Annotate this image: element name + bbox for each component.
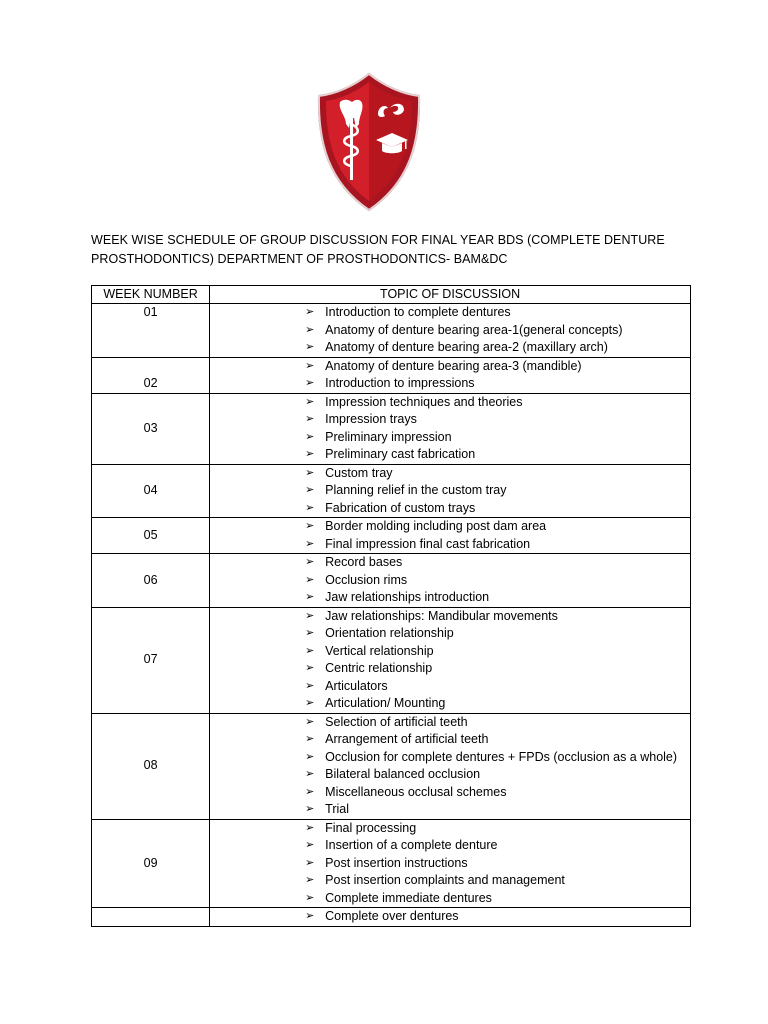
topics-cell bbox=[210, 393, 691, 464]
schedule-table bbox=[91, 285, 691, 927]
list-item bbox=[305, 375, 690, 393]
week-number-cell bbox=[92, 554, 210, 608]
arrow-bullet-icon: ➢ bbox=[305, 609, 315, 622]
arrow-bullet-icon: ➢ bbox=[305, 644, 315, 657]
list-item bbox=[305, 820, 690, 838]
week-number: 03 bbox=[143, 420, 158, 435]
topic-text: Jaw relationships: Mandibular movements bbox=[325, 608, 558, 623]
topics-cell bbox=[210, 819, 691, 908]
week-number-cell bbox=[92, 518, 210, 554]
list-item bbox=[305, 837, 690, 855]
topic-text: Post insertion complaints and management bbox=[325, 873, 565, 887]
arrow-bullet-icon: ➢ bbox=[305, 501, 315, 514]
topic-text: Complete immediate dentures bbox=[325, 890, 492, 905]
list-item bbox=[305, 695, 690, 713]
arrow-bullet-icon: ➢ bbox=[305, 466, 315, 479]
list-item bbox=[305, 482, 690, 500]
topic-text: Bilateral balanced occlusion bbox=[325, 767, 481, 781]
topics-cell bbox=[210, 304, 691, 358]
week-number-cell bbox=[92, 607, 210, 713]
topic-text: Anatomy of denture bearing area-3 (mandible) bbox=[325, 358, 582, 373]
arrow-bullet-icon: ➢ bbox=[305, 733, 315, 745]
list-item bbox=[305, 339, 690, 357]
topic-text: Anatomy of denture bearing area-1(general concepts) bbox=[325, 322, 623, 337]
week-number: 01 bbox=[143, 305, 158, 319]
topic-text: Final impression final cast fabrication bbox=[325, 536, 531, 551]
arrow-bullet-icon: ➢ bbox=[305, 750, 315, 763]
list-item bbox=[305, 643, 690, 661]
topic-text: Introduction to complete dentures bbox=[325, 305, 511, 319]
week-number: 07 bbox=[143, 652, 158, 667]
arrow-bullet-icon: ➢ bbox=[305, 306, 315, 318]
week-number-cell bbox=[92, 304, 210, 358]
list-item bbox=[305, 714, 690, 732]
topic-text: Post insertion instructions bbox=[325, 855, 468, 870]
arrow-bullet-icon: ➢ bbox=[305, 856, 315, 869]
heading-line-1: WEEK WISE SCHEDULE OF GROUP DISCUSSION FOR FINAL YEAR BDS (COMPLETE DENTURE bbox=[91, 233, 665, 247]
topic-text: Arrangement of artificial teeth bbox=[325, 732, 489, 746]
topic-text: Selection of artificial teeth bbox=[325, 714, 468, 729]
list-item bbox=[305, 411, 690, 429]
arrow-bullet-icon: ➢ bbox=[305, 803, 315, 815]
list-item bbox=[305, 358, 690, 376]
list-item bbox=[305, 625, 690, 643]
table-row bbox=[92, 357, 691, 393]
heading-line-2: PROSTHODONTICS) DEPARTMENT OF PROSTHODONTICS- BAM&DC bbox=[91, 252, 508, 266]
week-number: 05 bbox=[143, 527, 158, 542]
topic-text: Jaw relationships introduction bbox=[325, 590, 490, 604]
topic-text: Centric relationship bbox=[325, 661, 433, 675]
topics-list bbox=[210, 518, 690, 553]
table-row bbox=[92, 908, 691, 927]
arrow-bullet-icon: ➢ bbox=[305, 484, 315, 496]
week-number-cell bbox=[92, 393, 210, 464]
topics-cell bbox=[210, 713, 691, 819]
topics-list bbox=[210, 714, 690, 819]
table-row bbox=[92, 518, 691, 554]
arrow-bullet-icon: ➢ bbox=[305, 520, 315, 532]
week-number-cell bbox=[92, 464, 210, 518]
topic-text: Occlusion rims bbox=[325, 572, 408, 587]
topics-cell bbox=[210, 464, 691, 518]
list-item bbox=[305, 394, 690, 412]
list-item bbox=[305, 731, 690, 749]
table-row bbox=[92, 393, 691, 464]
list-item bbox=[305, 872, 690, 890]
table-row bbox=[92, 819, 691, 908]
week-number-cell bbox=[92, 713, 210, 819]
topic-text: Occlusion for complete dentures + FPDs (occlusion as a whole) bbox=[325, 749, 678, 764]
arrow-bullet-icon: ➢ bbox=[305, 591, 315, 603]
list-item bbox=[305, 465, 690, 483]
arrow-bullet-icon: ➢ bbox=[305, 448, 315, 460]
arrow-bullet-icon: ➢ bbox=[305, 556, 315, 568]
arrow-bullet-icon: ➢ bbox=[305, 395, 315, 408]
topics-list bbox=[210, 908, 690, 926]
week-number: 08 bbox=[143, 758, 158, 773]
list-item bbox=[305, 608, 690, 626]
list-item bbox=[305, 429, 690, 447]
week-number-cell bbox=[92, 819, 210, 908]
list-item bbox=[305, 572, 690, 590]
arrow-bullet-icon: ➢ bbox=[305, 627, 315, 639]
table-row bbox=[92, 607, 691, 713]
topic-text: Introduction to impressions bbox=[325, 376, 475, 390]
list-item bbox=[305, 518, 690, 536]
topic-text: Border molding including post dam area bbox=[325, 519, 547, 533]
topics-cell bbox=[210, 554, 691, 608]
document-heading bbox=[91, 231, 691, 269]
week-number: 04 bbox=[143, 483, 158, 497]
arrow-bullet-icon: ➢ bbox=[305, 430, 315, 443]
list-item bbox=[305, 536, 690, 554]
topics-cell bbox=[210, 908, 691, 927]
topic-text: Vertical relationship bbox=[325, 643, 434, 658]
topic-text: Trial bbox=[325, 802, 349, 816]
table-header-row bbox=[92, 286, 691, 304]
arrow-bullet-icon: ➢ bbox=[305, 537, 315, 550]
arrow-bullet-icon: ➢ bbox=[305, 697, 315, 709]
arrow-bullet-icon: ➢ bbox=[305, 715, 315, 728]
arrow-bullet-icon: ➢ bbox=[305, 359, 315, 372]
list-item bbox=[305, 446, 690, 464]
topics-cell bbox=[210, 518, 691, 554]
topics-list bbox=[210, 820, 690, 908]
list-item bbox=[305, 855, 690, 873]
list-item bbox=[305, 589, 690, 607]
topic-text: Planning relief in the custom tray bbox=[325, 483, 507, 497]
header-topic: TOPIC OF DISCUSSION bbox=[210, 286, 691, 304]
table-row bbox=[92, 304, 691, 358]
list-item bbox=[305, 749, 690, 767]
topic-text: Impression trays bbox=[325, 412, 417, 426]
table-row bbox=[92, 464, 691, 518]
topic-text: Record bases bbox=[325, 555, 403, 569]
topic-text: Custom tray bbox=[325, 465, 393, 480]
topic-text: Impression techniques and theories bbox=[325, 394, 523, 409]
arrow-bullet-icon: ➢ bbox=[305, 341, 315, 353]
topics-cell bbox=[210, 607, 691, 713]
week-number: 06 bbox=[143, 572, 158, 587]
arrow-bullet-icon: ➢ bbox=[305, 785, 315, 798]
list-item bbox=[305, 322, 690, 340]
arrow-bullet-icon: ➢ bbox=[305, 910, 315, 922]
topic-text: Complete over dentures bbox=[325, 909, 459, 923]
table-row bbox=[92, 713, 691, 819]
week-number: 09 bbox=[143, 855, 158, 870]
list-item bbox=[305, 304, 690, 322]
list-item bbox=[305, 784, 690, 802]
arrow-bullet-icon: ➢ bbox=[305, 413, 315, 425]
week-number: 02 bbox=[143, 376, 158, 390]
topic-text: Articulators bbox=[325, 678, 388, 693]
topics-list bbox=[210, 304, 690, 357]
list-item bbox=[305, 908, 690, 926]
topics-list bbox=[210, 554, 690, 607]
arrow-bullet-icon: ➢ bbox=[305, 323, 315, 336]
topic-text: Articulation/ Mounting bbox=[325, 696, 446, 710]
arrow-bullet-icon: ➢ bbox=[305, 874, 315, 886]
list-item bbox=[305, 678, 690, 696]
topic-text: Fabrication of custom trays bbox=[325, 500, 476, 515]
arrow-bullet-icon: ➢ bbox=[305, 768, 315, 780]
arrow-bullet-icon: ➢ bbox=[305, 891, 315, 904]
week-number-cell bbox=[92, 357, 210, 393]
topics-cell bbox=[210, 357, 691, 393]
arrow-bullet-icon: ➢ bbox=[305, 821, 315, 834]
topics-list bbox=[210, 465, 690, 518]
college-crest-logo bbox=[316, 72, 422, 212]
list-item bbox=[305, 890, 690, 908]
topics-list bbox=[210, 608, 690, 713]
topics-list bbox=[210, 394, 690, 464]
topic-text: Miscellaneous occlusal schemes bbox=[325, 784, 507, 799]
week-number-cell bbox=[92, 908, 210, 927]
header-week-number: WEEK NUMBER bbox=[92, 286, 210, 304]
arrow-bullet-icon: ➢ bbox=[305, 377, 315, 389]
arrow-bullet-icon: ➢ bbox=[305, 662, 315, 674]
topic-text: Orientation relationship bbox=[325, 626, 454, 640]
table-row bbox=[92, 554, 691, 608]
arrow-bullet-icon: ➢ bbox=[305, 679, 315, 692]
list-item bbox=[305, 500, 690, 518]
list-item bbox=[305, 660, 690, 678]
topic-text: Final processing bbox=[325, 820, 417, 835]
topic-text: Preliminary cast fabrication bbox=[325, 447, 476, 461]
list-item bbox=[305, 554, 690, 572]
list-item bbox=[305, 766, 690, 784]
topic-text: Anatomy of denture bearing area-2 (maxillary arch) bbox=[325, 340, 608, 354]
topics-list bbox=[210, 358, 690, 393]
topic-text: Preliminary impression bbox=[325, 429, 452, 444]
list-item bbox=[305, 801, 690, 819]
arrow-bullet-icon: ➢ bbox=[305, 839, 315, 851]
topic-text: Insertion of a complete denture bbox=[325, 838, 498, 852]
arrow-bullet-icon: ➢ bbox=[305, 573, 315, 586]
